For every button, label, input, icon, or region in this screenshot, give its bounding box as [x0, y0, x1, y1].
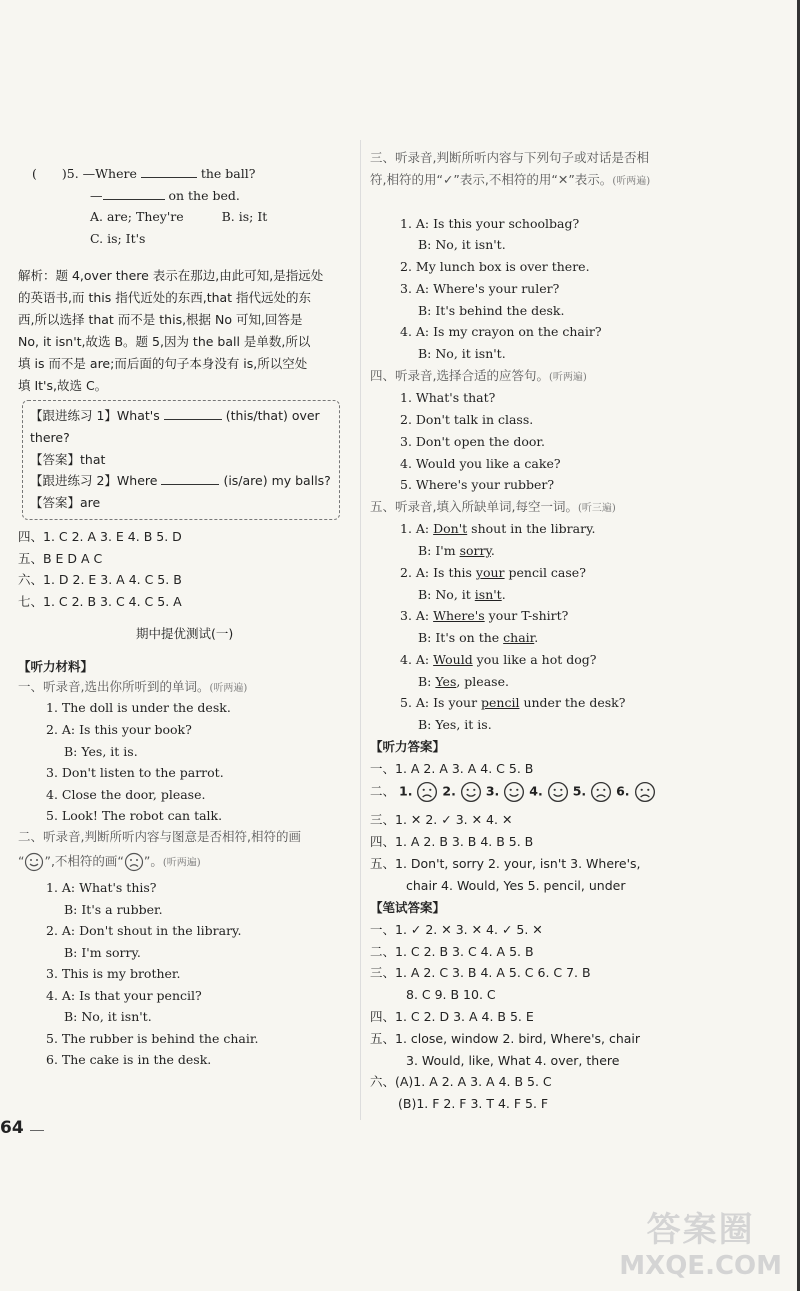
s4-item-1: 1. What's that?	[400, 390, 496, 405]
sad-face-icon	[124, 852, 144, 872]
analysis-line-2: 的英语书,而 this 指代近处的东西,that 指代远处的东	[18, 290, 312, 305]
written-answer-title: 【笔试答案】	[370, 900, 446, 915]
s5-item-3b	[418, 630, 538, 646]
s5-3-answer: Where's	[433, 608, 485, 623]
s2-sub-b: ”,不相符的画“	[44, 853, 124, 869]
listening-answer-4: 四、1. A 2. B 3. B 4. B 5. B	[370, 834, 534, 849]
written-answer-5: 五、1. close, window 2. bird, Where's, chair	[370, 1031, 641, 1046]
analysis-line-3: 西,所以选择 that 而不是 this,根据 No 可知,回答是	[18, 312, 303, 327]
s3-title	[370, 150, 649, 166]
listening-answer-2	[370, 781, 656, 803]
q5-line2a: —	[90, 188, 103, 203]
s5-1b-post: .	[490, 543, 495, 558]
analysis-line-5: 填 is 而不是 are;而后面的句子本身没有 is,所以空处	[18, 356, 308, 371]
q5-options-ab	[90, 209, 267, 225]
s5-4b-post: , please.	[456, 674, 509, 689]
listening-answer-title: 【听力答案】	[370, 739, 446, 754]
listening-answer-3: 三、1. ✕ 2. ✓ 3. ✕ 4. ✕	[370, 812, 513, 827]
listening-answer-5a: 五、1. Don't, sorry 2. your, isn't 3. Where's,	[370, 856, 641, 871]
s5-1-pre: 1. A:	[400, 521, 434, 536]
s5-item-4b	[418, 674, 509, 690]
s1-title	[18, 679, 247, 697]
s3-item-1: 1. A: Is this your schoolbag?	[400, 216, 580, 231]
follow-up-answer-1: 【答案】that	[30, 452, 106, 467]
follow-up-1a: 【跟进练习 1】What's	[30, 408, 160, 423]
answer-row-7: 七、1. C 2. B 3. C 4. C 5. A	[18, 594, 182, 609]
s5-item-1	[400, 521, 595, 537]
smile-face-icon	[547, 781, 569, 803]
s2-item-1b: B: It's a rubber.	[64, 902, 163, 917]
la2-num-5: 5.	[572, 783, 587, 799]
s5-1b-answer: sorry	[459, 543, 491, 558]
q5-option-b: B. is; It	[221, 209, 268, 224]
s5-4b-answer: Yes	[435, 674, 457, 689]
la2-num-2: 2.	[442, 783, 456, 799]
q5-option-c	[90, 231, 145, 247]
s1-item-5: 5. Look! The robot can talk.	[46, 808, 223, 823]
follow-up-2b: (is/are) my balls?	[223, 473, 331, 488]
s1-item-2b: B: Yes, it is.	[64, 744, 138, 759]
follow-up-1b: (this/that) over	[225, 408, 320, 423]
s2-item-6: 6. The cake is in the desk.	[46, 1052, 212, 1067]
q5-line1a: —Where	[82, 166, 137, 181]
s4-item-4: 4. Would you like a cake?	[400, 456, 561, 471]
la2-num-1: 1.	[399, 783, 413, 799]
follow-up-1-cont: there?	[30, 430, 70, 445]
s5-5-post: under the desk?	[519, 695, 626, 710]
smile-face-icon	[460, 781, 482, 803]
s1-item-1: 1. The doll is under the desk.	[46, 700, 231, 715]
q5-blank1	[141, 177, 197, 178]
answer-row-5: 五、B E D A C	[18, 551, 103, 566]
s5-title	[370, 499, 616, 517]
s5-4-post: you like a hot dog?	[472, 652, 597, 667]
s5-5-answer: pencil	[481, 695, 520, 710]
s1-note: (听两遍)	[209, 683, 248, 694]
page-number-rule	[30, 1130, 44, 1131]
s5-note: (听三遍)	[577, 503, 616, 514]
sad-face-icon	[416, 781, 438, 803]
test-title: 期中提优测试(一)	[136, 626, 234, 641]
s3-item-1b: B: No, it isn't.	[418, 237, 506, 252]
s2-item-2: 2. A: Don't shout in the library.	[46, 923, 242, 938]
s5-4-pre: 4. A:	[400, 652, 434, 667]
page-number: 64	[0, 1118, 24, 1138]
q5-line2	[90, 188, 240, 204]
watermark	[619, 1202, 782, 1281]
column-divider	[360, 140, 361, 1120]
s5-3-post: your T-shirt?	[484, 608, 569, 623]
s5-1-post: shout in the library.	[467, 521, 596, 536]
listening-answer-1: 一、1. A 2. A 3. A 4. C 5. B	[370, 761, 534, 776]
analysis-line-6: 填 It's,故选 C。	[18, 378, 108, 393]
follow-up-blank-1	[164, 419, 222, 420]
s2-item-5: 5. The rubber is behind the chair.	[46, 1031, 259, 1046]
s5-5b-pre: B: Yes, it is.	[418, 717, 492, 732]
s4-item-5: 5. Where's your rubber?	[400, 477, 555, 492]
s3-title-text: 三、听录音,判断所听内容与下列句子或对话是否相	[370, 150, 649, 165]
q5-line1b: the ball?	[200, 166, 256, 181]
follow-up-blank-2	[161, 484, 219, 485]
s5-3b-answer: chair	[503, 630, 535, 645]
written-answer-3: 三、1. A 2. C 3. B 4. A 5. C 6. C 7. B	[370, 965, 591, 980]
s5-5-pre: 5. A: Is your	[400, 695, 482, 710]
la2-num-4: 4.	[529, 783, 543, 799]
s5-3-pre: 3. A:	[400, 608, 434, 623]
smile-face-icon	[24, 852, 44, 872]
s2-note: (听两遍)	[162, 857, 201, 869]
watermark-top: 答案圈	[646, 1210, 755, 1250]
follow-up-2a: 【跟进练习 2】Where	[30, 473, 158, 488]
s5-item-3	[400, 608, 568, 624]
follow-up-1	[30, 408, 320, 424]
s5-3b-post: .	[534, 630, 539, 645]
s5-2-answer: your	[475, 565, 505, 580]
s5-1b-pre: B: I'm	[418, 543, 460, 558]
s5-4b-pre: B:	[418, 674, 436, 689]
written-answer-1: 一、1. ✓ 2. ✕ 3. ✕ 4. ✓ 5. ✕	[370, 922, 543, 937]
q5-option-a: A. are; They're	[90, 209, 184, 224]
s2-item-2b: B: I'm sorry.	[64, 945, 141, 960]
s2-item-4: 4. A: Is that your pencil?	[46, 988, 202, 1003]
sad-face-icon	[634, 781, 656, 803]
written-answer-6: 六、(A)1. A 2. A 3. A 4. B 5. C	[370, 1074, 552, 1089]
smile-face-icon	[503, 781, 525, 803]
s1-title-text: 一、听录音,选出你所听到的单词。	[18, 679, 210, 694]
s3-item-4b: B: No, it isn't.	[418, 346, 506, 361]
s5-item-5	[400, 695, 625, 711]
la2-num-3: 3.	[485, 783, 500, 799]
q5-blank2	[103, 199, 165, 200]
answer-row-4: 四、1. C 2. A 3. E 4. B 5. D	[18, 529, 182, 544]
written-answer-5b: 3. Would, like, What 4. over, there	[406, 1053, 620, 1068]
s2-item-4b: B: No, it isn't.	[64, 1009, 152, 1024]
s2-title-text: 二、听录音,判断所听内容与图意是否相符,相符的画	[18, 829, 301, 844]
s5-2b-pre: B: No, it	[418, 587, 475, 602]
s3-title2-text: 符,相符的用“✓”表示,不相符的用“✕”表示。	[370, 172, 613, 187]
s3-item-4: 4. A: Is my crayon on the chair?	[400, 324, 602, 339]
watermark-bottom: MXQE.COM	[619, 1251, 782, 1281]
s3-item-2: 2. My lunch box is over there.	[400, 259, 590, 274]
s5-item-1b	[418, 543, 495, 559]
s5-item-2b	[418, 587, 506, 603]
follow-up-answer-2: 【答案】are	[30, 495, 101, 510]
written-answer-2: 二、1. C 2. B 3. C 4. A 5. B	[370, 944, 534, 959]
written-answer-6b: (B)1. F 2. F 3. T 4. F 5. F	[398, 1096, 549, 1111]
written-answer-3b: 8. C 9. B 10. C	[406, 987, 496, 1002]
q5-line2b: on the bed.	[168, 188, 240, 203]
s2-sub-a: “	[18, 853, 25, 869]
s2-item-3: 3. This is my brother.	[46, 966, 181, 981]
s3-title2	[370, 172, 650, 190]
s3-item-3: 3. A: Where's your ruler?	[400, 281, 560, 296]
analysis-line-4: No, it isn't,故选 B。题 5,因为 the ball 是单数,所以	[18, 334, 311, 349]
s5-item-2	[400, 565, 586, 581]
s5-item-4	[400, 652, 596, 668]
s5-1-answer: Don't	[433, 521, 468, 536]
follow-up-2	[30, 473, 331, 489]
s1-item-4: 4. Close the door, please.	[46, 787, 206, 802]
s1-item-3: 3. Don't listen to the parrot.	[46, 765, 224, 780]
s5-item-5b	[418, 717, 492, 733]
listening-material-title: 【听力材料】	[18, 659, 94, 674]
s5-2-post: pencil case?	[504, 565, 586, 580]
q5-option-c-text: C. is; It's	[90, 231, 146, 246]
s5-3b-pre: B: It's on the	[418, 630, 504, 645]
la2-prefix: 二、	[370, 783, 396, 799]
s3-item-3b: B: It's behind the desk.	[418, 303, 565, 318]
listening-answer-5b: chair 4. Would, Yes 5. pencil, under	[406, 878, 626, 893]
s4-title-text: 四、听录音,选择合适的应答句。	[370, 368, 549, 383]
q5-line1	[32, 166, 255, 182]
s1-item-2: 2. A: Is this your book?	[46, 722, 192, 737]
s5-4-answer: Would	[433, 652, 473, 667]
la2-num-6: 6.	[616, 783, 630, 799]
s3-note: (听两遍)	[612, 176, 651, 187]
s4-item-2: 2. Don't talk in class.	[400, 412, 534, 427]
s4-title	[370, 368, 587, 386]
right-column	[370, 0, 796, 1291]
s4-note: (听两遍)	[548, 372, 587, 383]
s5-2b-answer: isn't	[474, 587, 502, 602]
q5-paren: ( )5.	[32, 166, 79, 181]
s5-2-pre: 2. A: Is this	[400, 565, 476, 580]
analysis-line-1: 解析：题 4,over there 表示在那边,由此可知,是指远处	[18, 268, 324, 283]
s4-item-3: 3. Don't open the door.	[400, 434, 545, 449]
s2-title	[18, 829, 301, 845]
answer-row-6: 六、1. D 2. E 3. A 4. C 5. B	[18, 572, 182, 587]
written-answer-4: 四、1. C 2. D 3. A 4. B 5. E	[370, 1009, 534, 1024]
s2-sub-c: ”。	[143, 853, 163, 869]
s5-title-text: 五、听录音,填入所缺单词,每空一词。	[370, 499, 578, 514]
s2-item-1: 1. A: What's this?	[46, 880, 157, 895]
s5-2b-post: .	[501, 587, 506, 602]
sad-face-icon	[590, 781, 612, 803]
left-column	[0, 0, 380, 1291]
s2-subtitle	[18, 852, 201, 872]
